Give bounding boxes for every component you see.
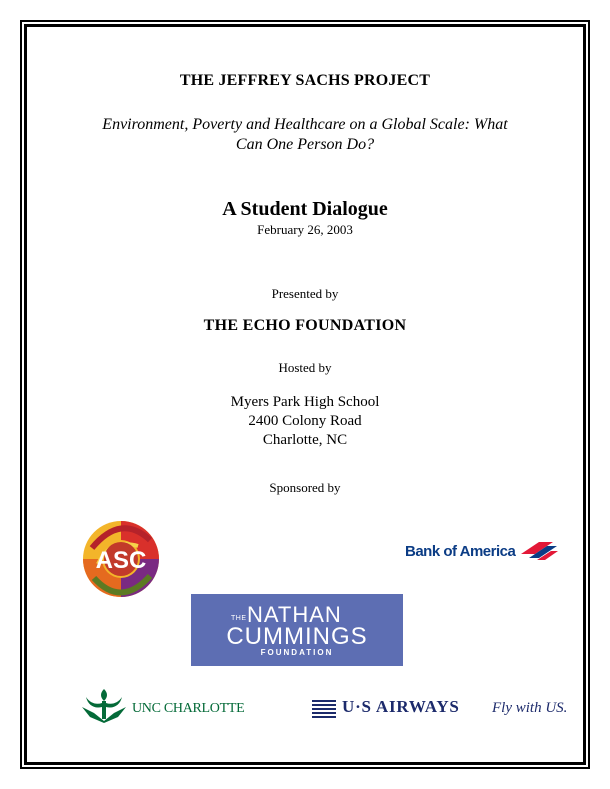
bank-of-america-flag-icon (519, 540, 559, 560)
host-city: Charlotte, NC (262, 432, 348, 448)
unc-charlotte-logo (80, 687, 270, 723)
document-title: THE JEFFREY SACHS PROJECT (179, 72, 431, 89)
sponsored-by-label: Sponsored by (269, 480, 341, 495)
host-address (0, 393, 610, 450)
event-date: February 26, 2003 (257, 222, 353, 237)
host-name: Myers Park High School (230, 394, 380, 410)
unc-charlotte-text: UNC CHARLOTTE (132, 701, 245, 716)
presenter-name: THE ECHO FOUNDATION (203, 317, 407, 334)
unc-crown-icon (80, 687, 128, 723)
asc-swirl-icon (80, 518, 162, 600)
ncf-foundation-text: FOUNDATION (260, 648, 334, 657)
event-name: A Student Dialogue (222, 198, 388, 220)
bank-of-america-text: Bank of America (405, 543, 516, 560)
us-airways-flag-icon (312, 700, 336, 718)
us-airways-text: U·S AIRWAYS (342, 697, 460, 716)
document-subtitle (0, 115, 610, 155)
presented-by-label: Presented by (271, 286, 339, 301)
us-airways-slogan: Fly with US. (492, 700, 568, 716)
ncf-cummings-text: CUMMINGS (226, 623, 368, 650)
asc-logo-text: ASC (95, 547, 147, 574)
us-airways-logo (312, 696, 570, 724)
asc-logo (80, 518, 162, 600)
subtitle-line-1: Environment, Poverty and Healthcare on a Global Scale: What (102, 116, 508, 133)
host-street: 2400 Colony Road (248, 413, 362, 429)
hosted-by-label: Hosted by (278, 360, 332, 375)
nathan-cummings-foundation-logo (191, 594, 403, 666)
bank-of-america-logo (405, 540, 565, 564)
subtitle-line-2: Can One Person Do? (235, 136, 375, 153)
ncf-nathan-text: NATHAN (247, 602, 342, 627)
ncf-the-text: THE (231, 615, 247, 622)
